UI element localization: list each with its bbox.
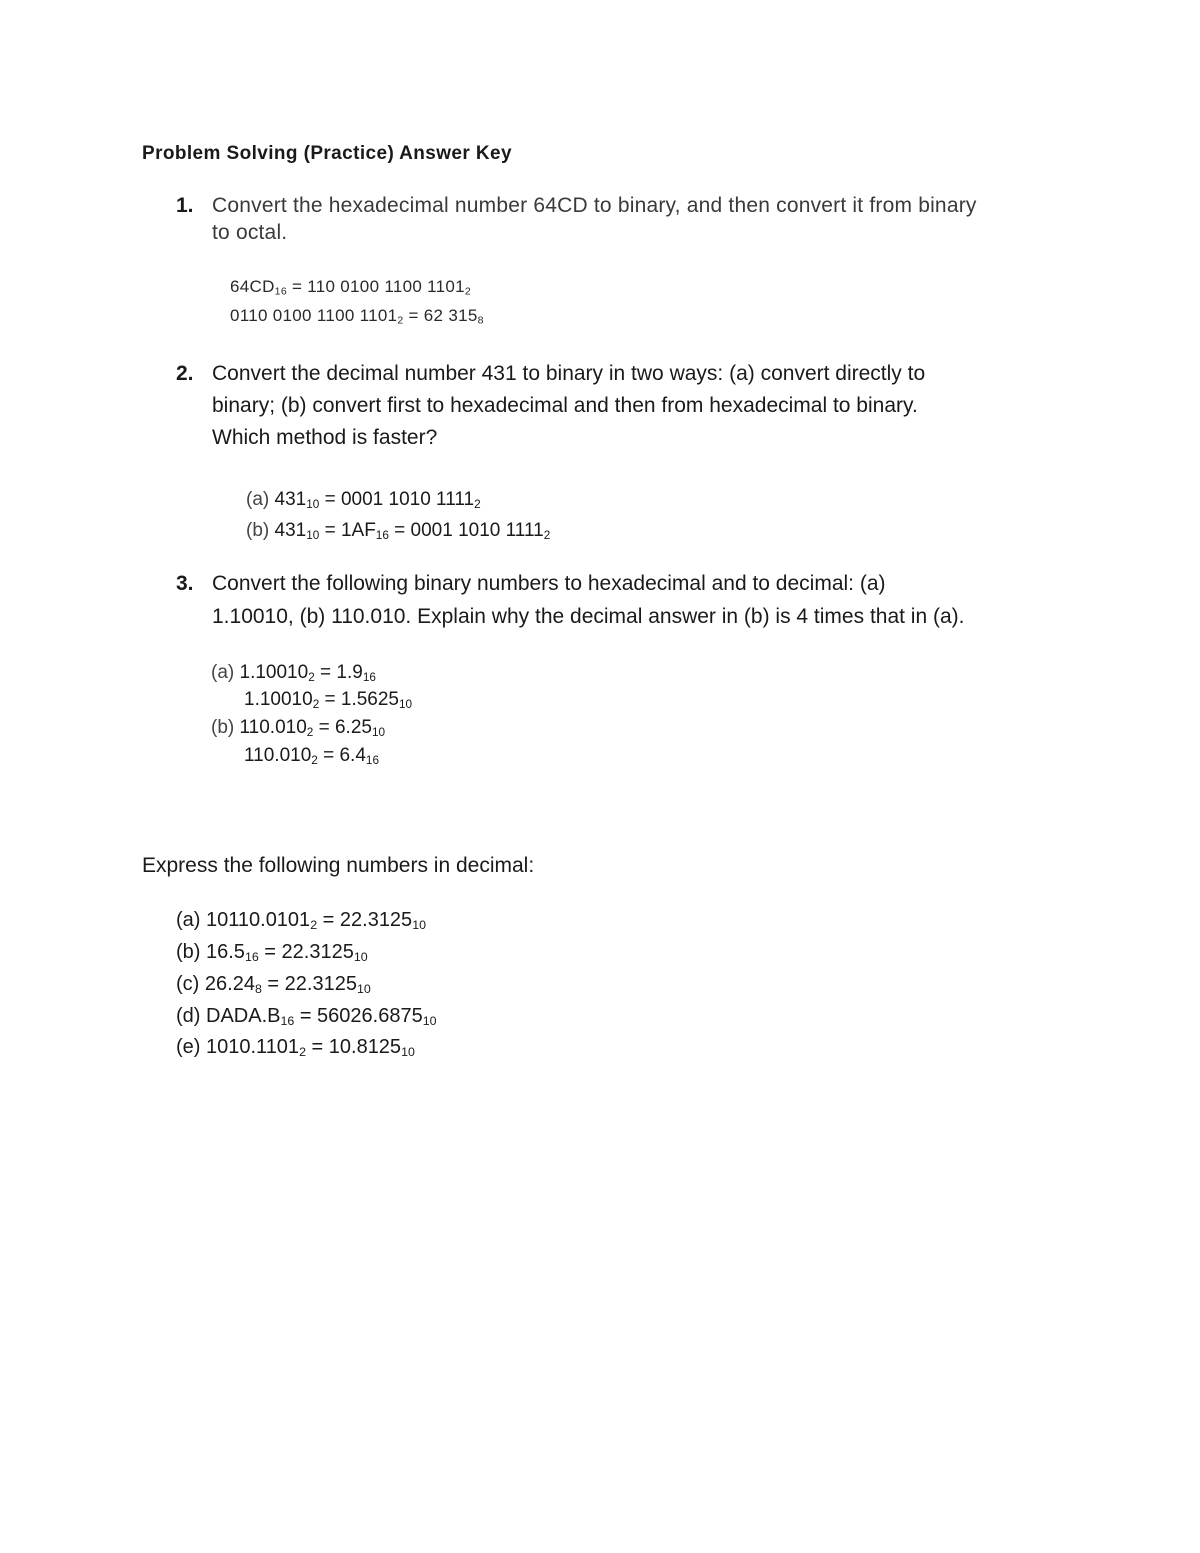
q3-answer-b2: $110.010_2 = 6.4_{16}$ xyxy=(244,745,379,767)
q3-number: 3. xyxy=(176,572,194,595)
q1-text-line2: to octal. xyxy=(212,221,288,244)
q3-text-line1: Convert the following binary numbers to hexadecimal and to decimal: (a) xyxy=(212,572,886,595)
q2-text-line2: binary; (b) convert first to hexadecimal and then from hexadecimal to binary. xyxy=(212,394,918,417)
express-item-c: (c) $26.24_8 = 22.3125_{10}$ xyxy=(176,973,371,997)
q3-answer-b1: (b) $110.010_2 = 6.25_{10}$ xyxy=(211,717,386,739)
express-item-d: (d) $DADA.B_{16} = 56026.6875_{10}$ xyxy=(176,1005,437,1029)
q2-answer-a: (a) $431_{10} = 0001$ 1010 $1111_2$ xyxy=(246,489,481,511)
express-item-a: (a) $10110.0101_2 = 22.3125_{10}$ xyxy=(176,909,426,933)
q3-answer-a2: $1.10010_2 = 1.5625_{10}$ xyxy=(244,689,413,711)
express-item-e: (e) $1010.1101_2 = 10.8125_{10}$ xyxy=(176,1036,415,1060)
q1-number: 1. xyxy=(176,194,194,217)
page-title: Problem Solving (Practice) Answer Key xyxy=(142,143,512,164)
q1-answer-line1: $64CD_{16} = 110$ 0100 1100 $1101_2$ xyxy=(230,277,472,298)
q2-text-line1: Convert the decimal number 431 to binary in two ways: (a) convert directly to xyxy=(212,362,926,385)
express-heading: Express the following numbers in decimal: xyxy=(142,854,535,877)
q1-answer-line2: 0110 0100 1100 $1101_2 = 62$ $315_8$ xyxy=(230,306,484,327)
q2-answer-b: (b) $431_{10} = 1AF_{16} = 0001$ 1010 $1111_2$ xyxy=(246,520,551,542)
q2-text-line3: Which method is faster? xyxy=(212,426,438,449)
q3-answer-a1: (a) $1.10010_2 = 1.9_{16}$ xyxy=(211,662,376,684)
express-item-b: (b) $16.5_{16} = 22.3125_{10}$ xyxy=(176,941,368,965)
q1-text-line1: Convert the hexadecimal number 64CD to binary, and then convert it from binary xyxy=(212,194,977,217)
q2-number: 2. xyxy=(176,362,194,385)
q3-text-line2: 1.10010, (b) 110.010. Explain why the decimal answer in (b) is 4 times that in (a). xyxy=(212,605,965,628)
